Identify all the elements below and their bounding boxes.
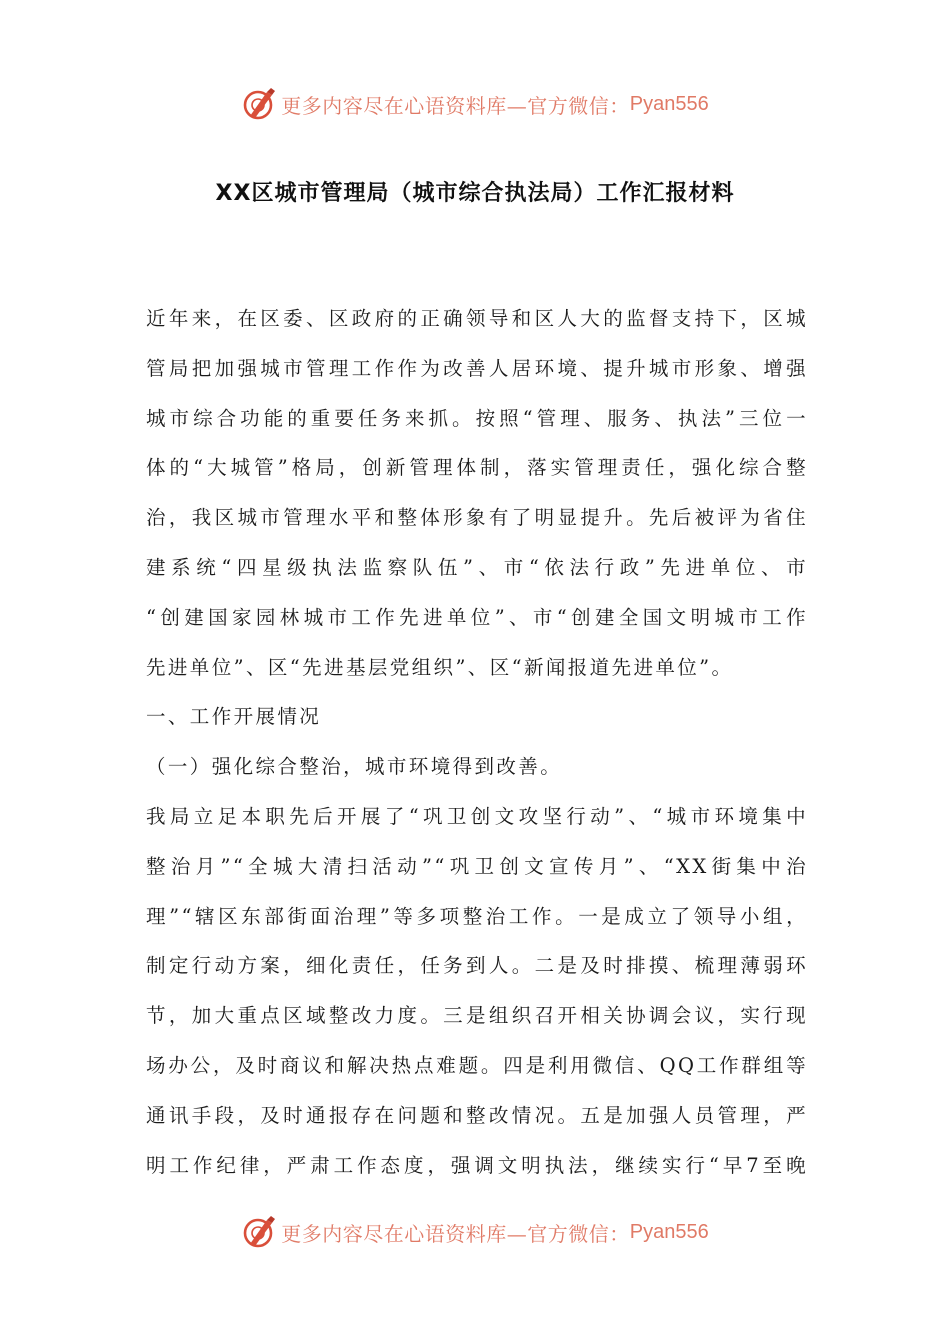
text-line: 一、工作开展情况 [146, 705, 322, 729]
watermark-text: 更多内容尽在心语资料库—官方微信： [281, 1221, 630, 1246]
pen-nib-logo-icon [241, 86, 277, 122]
text-line: 先进单位”、区“先进基层党组织”、区“新闻报道先进单位”。 [146, 655, 734, 679]
paragraph-intro [146, 294, 808, 692]
text-line: “创建国家园林城市工作先进单位”、市“创建全国文明城市工作 [146, 605, 808, 629]
subsection-heading [146, 742, 808, 792]
watermark-text: 更多内容尽在心语资料库—官方微信： [281, 93, 630, 118]
pen-nib-logo-icon [241, 1214, 277, 1250]
text-line: 城市综合功能的重要任务来抓。按照“管理、服务、执法”三位一 [146, 406, 808, 430]
document-title: XX区城市管理局（城市综合执法局）工作汇报材料 [215, 181, 735, 206]
document-body [146, 294, 808, 1190]
text-line: 场办公，及时商议和解决热点难题。四是利用微信、QQ工作群组等 [146, 1053, 808, 1077]
text-line: 治，我区城市管理水平和整体形象有了明显提升。先后被评为省住 [146, 506, 808, 530]
text-line: （一）强化综合整治，城市环境得到改善。 [146, 755, 563, 779]
text-line: 整治月”“全城大清扫活动”“巩卫创文宣传月”、“XX街集中治 [146, 854, 808, 878]
watermark-handle: Pyan556 [629, 1220, 709, 1243]
text-line: 近年来，在区委、区政府的正确领导和区人大的监督支持下，区城 [146, 307, 808, 330]
text-line: 明工作纪律，严肃工作态度，强调文明执法，继续实行“早7至晚 [146, 1153, 808, 1177]
watermark-footer [0, 1212, 950, 1252]
text-line: 理”“辖区东部街面治理”等多项整治工作。一是成立了领导小组， [146, 904, 808, 928]
text-line: 我局立足本职先后开展了“巩卫创文攻坚行动”、“城市环境集中 [146, 804, 808, 828]
text-line: 通讯手段，及时通报存在问题和整改情况。五是加强人员管理，严 [146, 1103, 808, 1127]
text-line: 制定行动方案，细化责任，任务到人。二是及时排摸、梳理薄弱环 [146, 954, 808, 978]
watermark-header [0, 84, 950, 124]
text-line: 建系统“四星级执法监察队伍”、市“依法行政”先进单位、市 [146, 555, 808, 579]
text-line: 管局把加强城市管理工作作为改善人居环境、提升城市形象、增强 [146, 356, 808, 380]
section-heading [146, 692, 808, 742]
paragraph-body [146, 792, 808, 1190]
text-line: 节，加大重点区域整改力度。三是组织召开相关协调会议，实行现 [146, 1004, 808, 1028]
watermark-handle: Pyan556 [629, 92, 709, 115]
text-line: 体的“大城管”格局，创新管理体制，落实管理责任，强化综合整 [146, 456, 808, 480]
